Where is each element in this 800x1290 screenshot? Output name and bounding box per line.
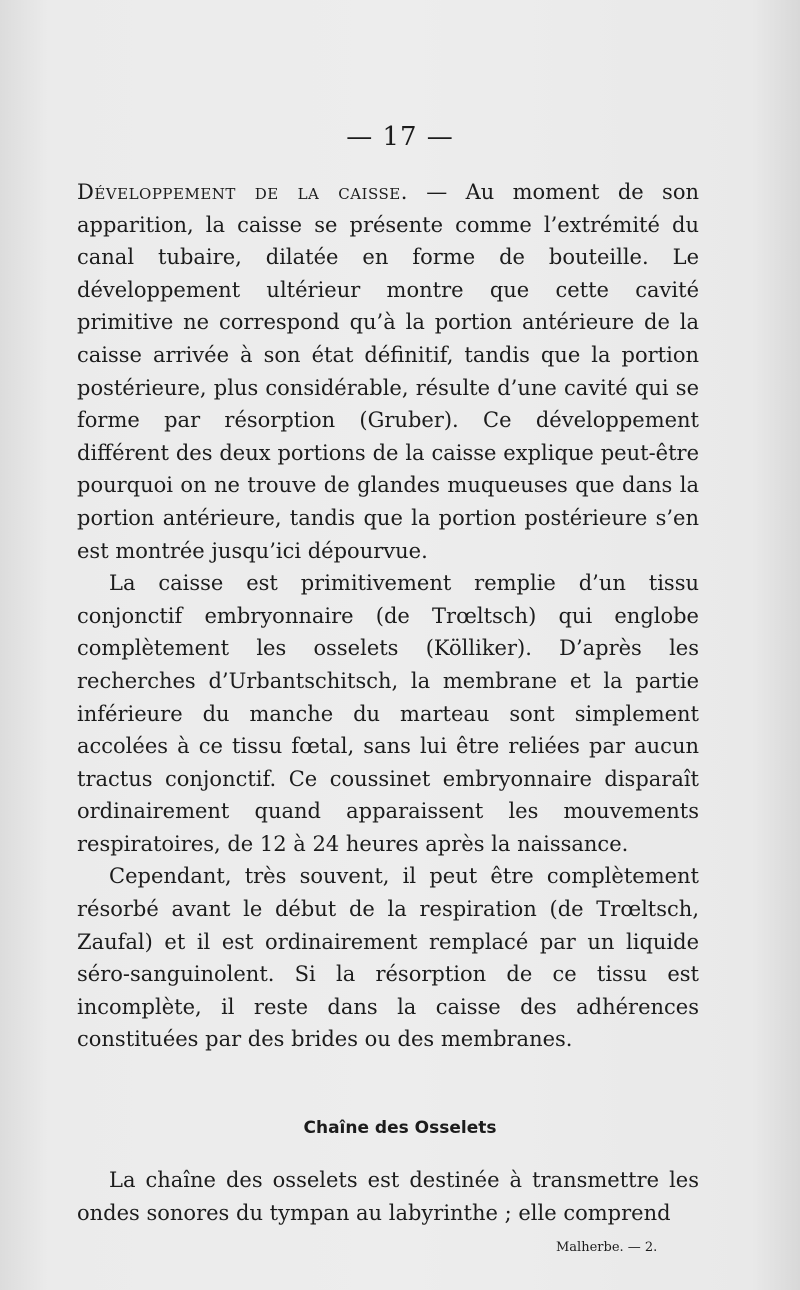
section-heading-chaine: Chaîne des Osselets	[303, 1118, 497, 1138]
section-developpement	[77, 176, 699, 1056]
paragraph-2: La caisse est primitivement remplie d’un tissu conjonctif embryonnaire (de Trœltsch) qui englobe complètement les osselets (Kölliker). D’après les recherches d’Urbantschitsch, la membrane et la partie inférieure du manche du marteau sont simplement accolées à ce tissu fœtal, sans lui être reliées par aucun tractus conjonctif. Ce coussinet embryonnaire disparaît ordinairement quand apparaissent les mouvements respiratoires, de 12 à 24 heures après la naissance.	[77, 571, 699, 856]
printer-signature: Malherbe. — 2.	[556, 1240, 658, 1255]
paragraph-4: La chaîne des osselets est destinée à transmettre les ondes sonores du tympan au labyrinthe ; elle comprend	[77, 1168, 699, 1225]
runin-heading: Développement de la caisse.	[77, 180, 408, 204]
paragraph-3: Cependant, très souvent, il peut être complètement résorbé avant le début de la respiration (de Trœltsch, Zaufal) et il est ordinairement remplacé par un liquide séro-sanguinolent. Si la résorption de ce tissu est incomplète, il reste dans la caisse des adhérences constituées par des brides ou des membranes.	[77, 864, 699, 1052]
paragraph-1	[77, 176, 699, 567]
page-number: — 17 —	[346, 122, 454, 152]
paragraph-1-text: — Au moment de son apparition, la caisse se présente comme l’extrémité du canal tubaire, dilatée en forme de bouteille. Le développement ultérieur montre que cette cavité primitive ne correspond qu’à la portion antérieure de la caisse arrivée à son état définitif, tandis que la portion postérieure, plus considérable, résulte d’une cavité qui se forme par résorption (Gruber). Ce développement différent des deux portions de la caisse explique peut-être pourquoi on ne trouve de glandes muqueuses que dans la portion antérieure, tandis que la portion postérieure s’en est montrée jusqu’ici dépourvue.	[77, 180, 699, 563]
section-chaine	[77, 1164, 699, 1229]
